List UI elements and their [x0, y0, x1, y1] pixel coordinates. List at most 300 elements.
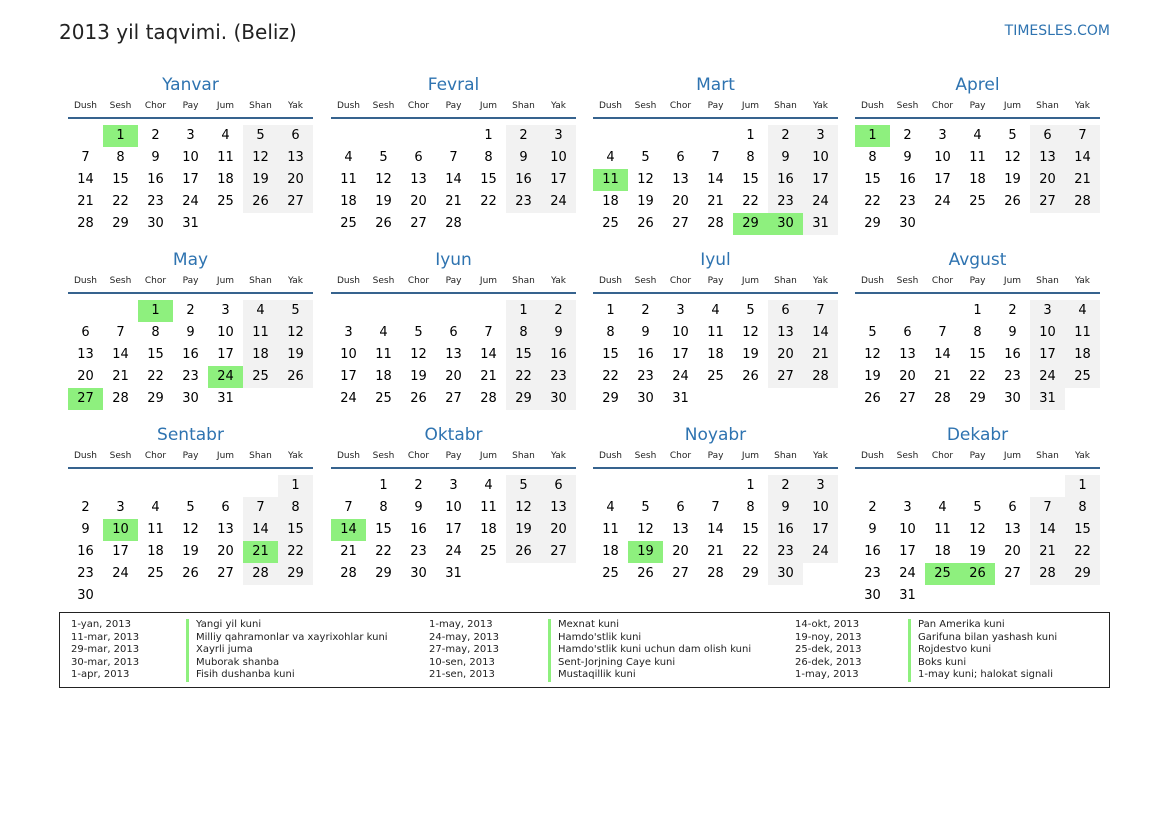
day-cell: 27 [1030, 191, 1065, 213]
day-cell: 22 [112, 194, 129, 209]
weekday-label: Chor [931, 101, 954, 111]
day-cell: 8 [973, 325, 982, 340]
weekday-label: Pay [707, 451, 724, 461]
day-cell: 20 [672, 194, 689, 209]
weekday-label: Chor [669, 276, 692, 286]
day-cell: 7 [81, 150, 90, 165]
day-cell: 31 [217, 391, 234, 406]
day-cell: 10 [1030, 322, 1065, 344]
day-cell: 31 [672, 391, 689, 406]
day-cell: 22 [864, 194, 881, 209]
weekday-label: Dush [598, 276, 623, 286]
day-cell: 8 [606, 325, 615, 340]
legend-date: 14-okt, 2013 [795, 619, 860, 630]
day-cell: 25 [969, 194, 986, 209]
day-cell: 14 [803, 322, 838, 344]
day-cell: 17 [340, 369, 357, 384]
day-cell: 13 [1004, 522, 1021, 537]
day-cell: 15 [742, 172, 759, 187]
weekday-label: Yak [551, 101, 566, 111]
day-cell: 9 [903, 150, 912, 165]
legend-holiday-name: Pan Amerika kuni [908, 619, 1005, 632]
day-cell: 5 [379, 150, 388, 165]
holiday-day-cell: 19 [628, 541, 663, 563]
month-name: Mart [696, 75, 735, 95]
day-cell: 27 [672, 216, 689, 231]
legend-date: 29-mar, 2013 [71, 644, 140, 655]
day-cell: 11 [707, 325, 724, 340]
day-cell: 20 [1004, 544, 1021, 559]
weekday-label: Yak [551, 276, 566, 286]
day-cell: 19 [410, 369, 427, 384]
day-cell: 21 [445, 194, 462, 209]
day-cell: 18 [480, 522, 497, 537]
weekday-label: Shan [774, 101, 797, 111]
month-name: May [172, 250, 209, 270]
day-cell: 10 [803, 147, 838, 169]
day-cell: 22 [602, 369, 619, 384]
day-cell: 27 [1004, 566, 1021, 581]
day-cell: 22 [969, 369, 986, 384]
weekday-header [593, 101, 838, 119]
day-cell: 7 [243, 497, 278, 519]
day-cell: 13 [217, 522, 234, 537]
day-cell: 13 [672, 522, 689, 537]
day-cell: 23 [77, 566, 94, 581]
day-cell: 11 [1065, 322, 1100, 344]
legend-date: 1-may, 2013 [429, 619, 493, 630]
day-cell: 30 [864, 588, 881, 603]
day-cell: 9 [506, 147, 541, 169]
day-cell: 30 [182, 391, 199, 406]
legend-date: 1-apr, 2013 [71, 669, 130, 680]
day-cell: 7 [711, 500, 720, 515]
holiday-day-cell: 1 [138, 300, 173, 322]
day-cell: 9 [151, 150, 160, 165]
day-cell: 12 [375, 172, 392, 187]
day-cell: 7 [711, 150, 720, 165]
day-cell: 22 [480, 194, 497, 209]
day-cell: 25 [340, 216, 357, 231]
weekday-label: Shan [249, 451, 272, 461]
weekday-label: Dush [73, 276, 98, 286]
day-cell: 24 [445, 544, 462, 559]
day-cell: 28 [707, 216, 724, 231]
day-cell: 13 [410, 172, 427, 187]
weekday-header [331, 276, 576, 294]
legend-holiday-name: Xayrli juma [186, 644, 253, 657]
day-cell: 17 [217, 347, 234, 362]
day-cell: 21 [480, 369, 497, 384]
holiday-day-cell: 24 [208, 366, 243, 388]
day-cell: 22 [1065, 541, 1100, 563]
day-cell: 30 [899, 216, 916, 231]
day-cell: 13 [672, 172, 689, 187]
holiday-day-cell: 27 [68, 388, 103, 410]
weekday-label: Jum [216, 276, 235, 286]
day-cell: 7 [449, 150, 458, 165]
day-cell: 26 [506, 541, 541, 563]
day-cell: 18 [934, 544, 951, 559]
holiday-day-cell: 11 [593, 169, 628, 191]
day-cell: 3 [938, 128, 947, 143]
weekday-label: Yak [813, 451, 828, 461]
day-cell: 6 [221, 500, 230, 515]
day-cell: 4 [221, 128, 230, 143]
day-cell: 23 [410, 544, 427, 559]
day-cell: 12 [742, 325, 759, 340]
weekday-header [68, 101, 313, 119]
weekday-label: Sesh [896, 451, 919, 461]
day-cell: 7 [1030, 497, 1065, 519]
day-cell: 3 [903, 500, 912, 515]
day-cell: 7 [1065, 125, 1100, 147]
day-cell: 21 [934, 369, 951, 384]
day-cell: 15 [480, 172, 497, 187]
day-cell: 6 [676, 500, 685, 515]
day-cell: 29 [969, 391, 986, 406]
day-cell: 3 [803, 475, 838, 497]
legend-date: 10-sen, 2013 [429, 656, 495, 668]
day-cell: 24 [182, 194, 199, 209]
day-cell: 26 [864, 391, 881, 406]
day-cell: 25 [602, 216, 619, 231]
weekday-label: Pay [445, 276, 462, 286]
weekday-label: Jum [1003, 276, 1022, 286]
day-cell: 18 [969, 172, 986, 187]
day-cell: 26 [278, 366, 313, 388]
legend-date: 25-dek, 2013 [795, 644, 862, 655]
day-cell: 16 [77, 544, 94, 559]
day-cell: 30 [637, 391, 654, 406]
legend-date: 1-may, 2013 [795, 669, 859, 680]
day-cell: 15 [278, 519, 313, 541]
day-cell: 9 [414, 500, 423, 515]
day-cell: 17 [803, 169, 838, 191]
weekday-label: Pay [969, 276, 986, 286]
day-cell: 11 [340, 172, 357, 187]
day-cell: 6 [903, 325, 912, 340]
weekday-label: Chor [144, 276, 167, 286]
day-cell: 11 [934, 522, 951, 537]
day-cell: 23 [637, 369, 654, 384]
day-cell: 6 [278, 125, 313, 147]
day-cell: 30 [77, 588, 94, 603]
day-cell: 17 [899, 544, 916, 559]
day-cell: 31 [182, 216, 199, 231]
weekday-label: Sesh [634, 451, 657, 461]
day-cell: 2 [1008, 303, 1017, 318]
day-cell: 6 [676, 150, 685, 165]
legend-holiday-name: 1-may kuni; halokat signali [908, 669, 1053, 682]
day-cell: 6 [81, 325, 90, 340]
day-cell: 24 [672, 369, 689, 384]
weekday-label: Dush [73, 451, 98, 461]
holiday-day-cell: 1 [855, 125, 890, 147]
weekday-label: Jum [1003, 101, 1022, 111]
day-cell: 3 [116, 500, 125, 515]
weekday-label: Jum [741, 451, 760, 461]
legend-date: 24-may, 2013 [429, 631, 499, 643]
day-cell: 20 [77, 369, 94, 384]
day-cell: 16 [182, 347, 199, 362]
day-cell: 26 [375, 216, 392, 231]
weekday-label: Shan [1036, 276, 1059, 286]
day-cell: 15 [147, 347, 164, 362]
day-cell: 14 [445, 172, 462, 187]
weekday-label: Chor [144, 451, 167, 461]
day-cell: 11 [217, 150, 234, 165]
day-cell: 18 [375, 369, 392, 384]
weekday-label: Yak [288, 451, 303, 461]
weekday-label: Pay [969, 451, 986, 461]
day-cell: 25 [480, 544, 497, 559]
legend-holiday-name: Yangi yil kuni [186, 619, 261, 632]
weekday-label: Yak [551, 451, 566, 461]
day-cell: 7 [344, 500, 353, 515]
day-cell: 2 [903, 128, 912, 143]
day-cell: 27 [768, 366, 803, 388]
month-name: Sentabr [157, 425, 224, 445]
day-cell: 9 [81, 522, 90, 537]
day-cell: 24 [803, 191, 838, 213]
weekday-label: Sesh [372, 276, 395, 286]
holiday-day-cell: 10 [103, 519, 138, 541]
weekday-header [855, 451, 1100, 469]
legend-holiday-name: Milliy qahramonlar va xayrixohlar kuni [186, 632, 388, 645]
weekday-label: Pay [707, 276, 724, 286]
day-cell: 9 [1008, 325, 1017, 340]
day-cell: 18 [243, 344, 278, 366]
day-cell: 15 [602, 347, 619, 362]
legend-date: 11-mar, 2013 [71, 631, 140, 643]
day-cell: 23 [147, 194, 164, 209]
holiday-day-cell: 1 [103, 125, 138, 147]
day-cell: 25 [375, 391, 392, 406]
day-cell: 27 [899, 391, 916, 406]
day-cell: 27 [278, 191, 313, 213]
day-cell: 1 [278, 475, 313, 497]
day-cell: 7 [938, 325, 947, 340]
day-cell: 4 [606, 150, 615, 165]
day-cell: 21 [340, 544, 357, 559]
day-cell: 5 [868, 325, 877, 340]
month-name: Iyun [435, 250, 472, 270]
day-cell: 24 [541, 191, 576, 213]
day-cell: 29 [112, 216, 129, 231]
day-cell: 12 [969, 522, 986, 537]
day-cell: 22 [375, 544, 392, 559]
day-cell: 23 [768, 541, 803, 563]
legend-holiday-name: Mexnat kuni [548, 619, 619, 632]
weekday-label: Jum [216, 451, 235, 461]
weekday-label: Sesh [634, 101, 657, 111]
weekday-label: Jum [479, 276, 498, 286]
day-cell: 29 [864, 216, 881, 231]
weekday-label: Shan [774, 276, 797, 286]
legend-holiday-name: Hamdo'stlik kuni uchun dam olish kuni [548, 644, 751, 657]
day-cell: 8 [746, 500, 755, 515]
weekday-label: Dush [336, 101, 361, 111]
weekday-label: Pay [445, 101, 462, 111]
day-cell: 11 [243, 322, 278, 344]
weekday-header [855, 276, 1100, 294]
day-cell: 12 [182, 522, 199, 537]
month-name: Noyabr [684, 425, 747, 445]
day-cell: 5 [243, 125, 278, 147]
day-cell: 3 [449, 478, 458, 493]
weekday-label: Dush [73, 101, 98, 111]
weekday-label: Shan [249, 276, 272, 286]
day-cell: 22 [147, 369, 164, 384]
legend-date: 1-yan, 2013 [71, 619, 131, 630]
weekday-label: Sesh [372, 451, 395, 461]
day-cell: 16 [637, 347, 654, 362]
month-name: Iyul [700, 250, 731, 270]
site-link[interactable]: TIMESLES.COM [1004, 23, 1110, 39]
day-cell: 14 [1030, 519, 1065, 541]
day-cell: 20 [278, 169, 313, 191]
day-cell: 6 [1030, 125, 1065, 147]
day-cell: 29 [506, 388, 541, 410]
day-cell: 8 [379, 500, 388, 515]
day-cell: 9 [641, 325, 650, 340]
day-cell: 26 [637, 566, 654, 581]
month-name: Fevral [427, 75, 480, 95]
day-cell: 8 [278, 497, 313, 519]
legend-holiday-name: Rojdestvo kuni [908, 644, 991, 657]
legend-date: 27-may, 2013 [429, 644, 499, 655]
day-cell: 7 [803, 300, 838, 322]
day-cell: 29 [278, 563, 313, 585]
day-cell: 7 [116, 325, 125, 340]
day-cell: 14 [707, 522, 724, 537]
day-cell: 14 [707, 172, 724, 187]
day-cell: 16 [1004, 347, 1021, 362]
day-cell: 26 [1004, 194, 1021, 209]
day-cell: 21 [803, 344, 838, 366]
weekday-header [855, 101, 1100, 119]
day-cell: 8 [151, 325, 160, 340]
day-cell: 31 [445, 566, 462, 581]
day-cell: 10 [340, 347, 357, 362]
day-cell: 16 [506, 169, 541, 191]
weekday-label: Pay [969, 101, 986, 111]
day-cell: 16 [899, 172, 916, 187]
day-cell: 11 [602, 522, 619, 537]
weekday-label: Yak [1075, 451, 1090, 461]
day-cell: 19 [742, 347, 759, 362]
weekday-label: Chor [144, 101, 167, 111]
day-cell: 28 [77, 216, 94, 231]
day-cell: 15 [506, 344, 541, 366]
weekday-label: Jum [479, 451, 498, 461]
day-cell: 5 [278, 300, 313, 322]
day-cell: 4 [1065, 300, 1100, 322]
weekday-label: Shan [512, 451, 535, 461]
weekday-label: Yak [288, 276, 303, 286]
weekday-label: Dush [860, 101, 885, 111]
day-cell: 14 [77, 172, 94, 187]
weekday-label: Pay [707, 101, 724, 111]
day-cell: 17 [112, 544, 129, 559]
day-cell: 24 [934, 194, 951, 209]
weekday-label: Shan [512, 101, 535, 111]
day-cell: 4 [938, 500, 947, 515]
day-cell: 5 [746, 303, 755, 318]
day-cell: 27 [541, 541, 576, 563]
day-cell: 29 [742, 566, 759, 581]
day-cell: 3 [541, 125, 576, 147]
day-cell: 1 [1065, 475, 1100, 497]
day-cell: 2 [506, 125, 541, 147]
day-cell: 28 [480, 391, 497, 406]
day-cell: 5 [1008, 128, 1017, 143]
day-cell: 11 [969, 150, 986, 165]
day-cell: 23 [541, 366, 576, 388]
day-cell: 10 [899, 522, 916, 537]
day-cell: 8 [868, 150, 877, 165]
day-cell: 10 [445, 500, 462, 515]
day-cell: 21 [707, 544, 724, 559]
weekday-label: Sesh [372, 101, 395, 111]
day-cell: 26 [243, 191, 278, 213]
day-cell: 23 [182, 369, 199, 384]
day-cell: 2 [151, 128, 160, 143]
weekday-label: Chor [407, 276, 430, 286]
weekday-label: Yak [1075, 101, 1090, 111]
day-cell: 6 [414, 150, 423, 165]
day-cell: 8 [746, 150, 755, 165]
weekday-label: Pay [182, 101, 199, 111]
day-cell: 28 [1065, 191, 1100, 213]
holiday-day-cell: 14 [331, 519, 366, 541]
day-cell: 6 [768, 300, 803, 322]
day-cell: 25 [707, 369, 724, 384]
day-cell: 5 [506, 475, 541, 497]
day-cell: 5 [973, 500, 982, 515]
day-cell: 18 [602, 544, 619, 559]
day-cell: 20 [768, 344, 803, 366]
day-cell: 24 [340, 391, 357, 406]
day-cell: 5 [414, 325, 423, 340]
weekday-header [68, 451, 313, 469]
day-cell: 14 [480, 347, 497, 362]
day-cell: 1 [606, 303, 615, 318]
day-cell: 18 [602, 194, 619, 209]
day-cell: 15 [864, 172, 881, 187]
day-cell: 2 [81, 500, 90, 515]
weekday-label: Chor [669, 101, 692, 111]
day-cell: 26 [742, 369, 759, 384]
weekday-header [331, 101, 576, 119]
day-cell: 28 [445, 216, 462, 231]
weekday-label: Jum [479, 101, 498, 111]
weekday-header [68, 276, 313, 294]
weekday-label: Yak [813, 101, 828, 111]
day-cell: 26 [637, 216, 654, 231]
day-cell: 25 [147, 566, 164, 581]
weekday-label: Dush [336, 276, 361, 286]
day-cell: 11 [480, 500, 497, 515]
day-cell: 13 [445, 347, 462, 362]
weekday-label: Shan [774, 451, 797, 461]
weekday-label: Shan [1036, 101, 1059, 111]
day-cell: 23 [899, 194, 916, 209]
day-cell: 8 [506, 322, 541, 344]
legend-date: 19-noy, 2013 [795, 631, 862, 643]
day-cell: 23 [768, 191, 803, 213]
